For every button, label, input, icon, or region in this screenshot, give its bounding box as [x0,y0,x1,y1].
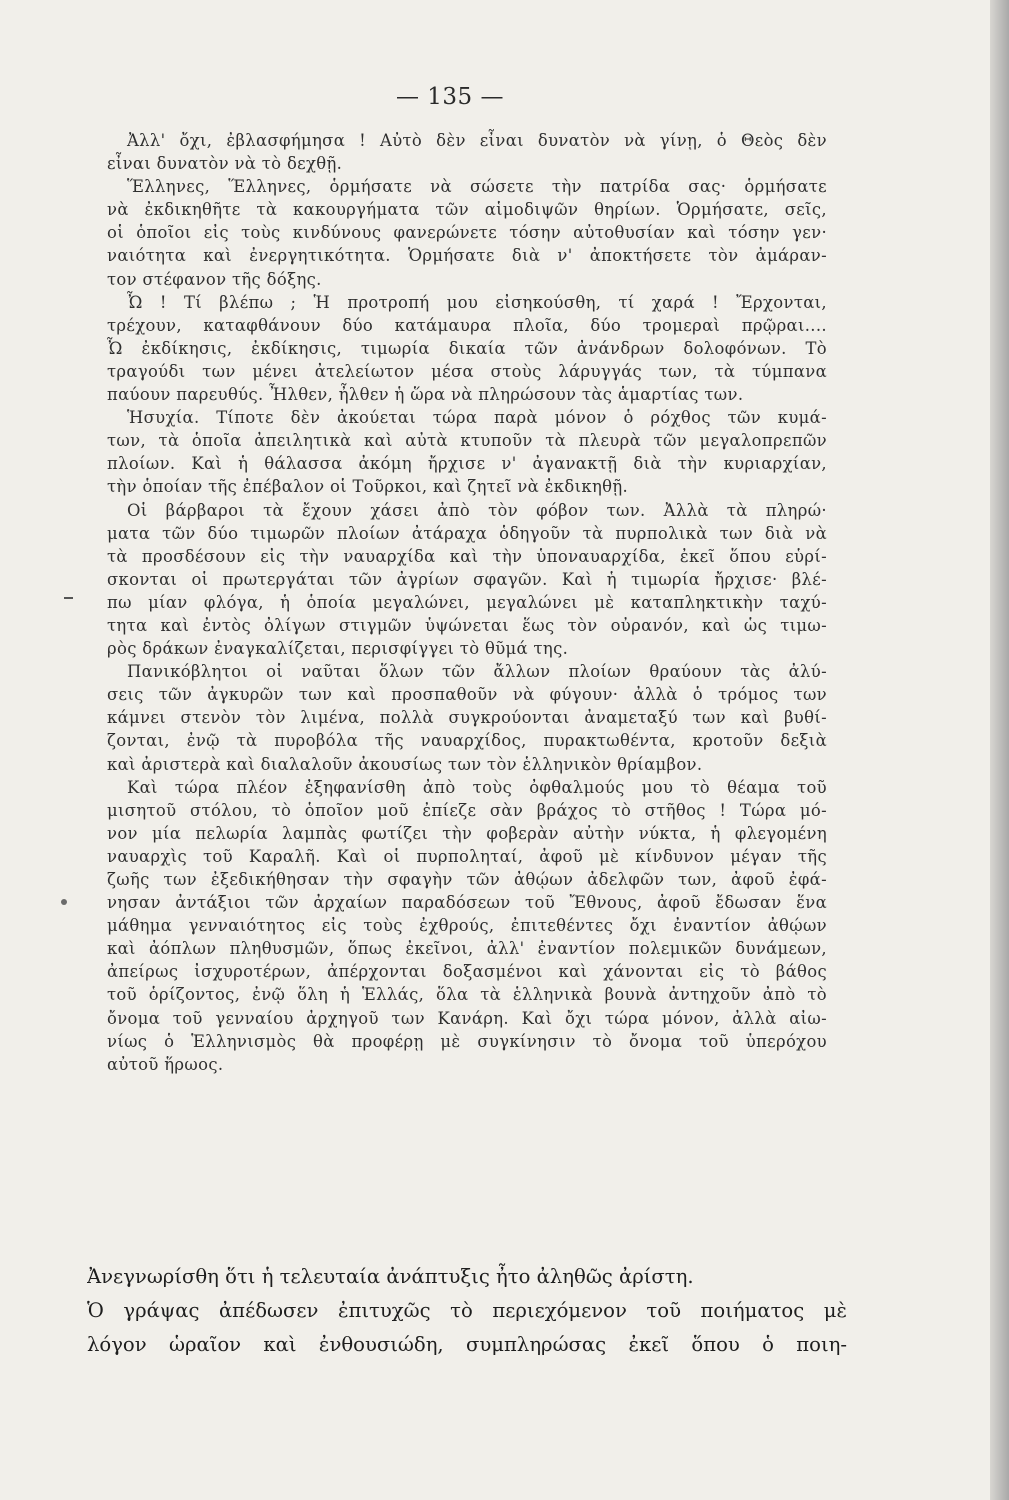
text-line: Οἱ βάρβαροι τὰ ἔχουν χάσει ἀπὸ τὸν φόβον των. Ἀλλὰ τὰ πληρώ· [127,500,827,520]
conclusion-line: Ἀνεγνωρίσθη ὅτι ἡ τελευταία ἀνάπτυξις ἦτο ἀληθῶς ἀρίστη. [87,1265,694,1288]
text-line: ὄνομα τοῦ γενναίου ἀρχηγοῦ των Κανάρη. Καὶ ὄχι τώρα μόνον, ἀλλὰ αἰω- [107,1008,827,1028]
text-line: Ἕλληνες, Ἕλληνες, ὁρμήσατε νὰ σώσετε τὴν πατρίδα σας· ὁρμήσατε [127,177,827,197]
text-line: νον μία πελωρία λαμπὰς φωτίζει τὴν φοβερὰν αὐτὴν νύκτα, ἡ φλεγομένη [107,823,827,843]
text-line: μισητοῦ στόλου, τὸ ὁποῖον μοῦ ἐπίεζε σὰν βράχος τὸ στῆθος ! Τώρα μό- [107,800,827,820]
text-line: πω μίαν φλόγα, ἡ ὁποία μεγαλώνει, μεγαλώνει μὲ καταπληκτικὴν ταχύ- [107,592,827,612]
text-line: οἱ ὁποῖοι εἰς τοὺς κινδύνους φανερώνετε τόσην αὐτοθυσίαν καὶ τόσην γεν· [107,223,827,243]
text-line: ζωῆς των ἐξεδικήθησαν τὴν σφαγὴν τῶν ἀθῴων ἀδελφῶν των, ἀφοῦ ἐφά- [107,870,827,889]
text-line: Ὦ ! Τί βλέπω ; Ἡ προτροπή μου εἰσηκούσθη, τί χαρά ! Ἔρχονται, [127,292,827,312]
text-line: τρέχουν, καταφθάνουν δύο κατάμαυρα πλοῖα, δύο τρομεραὶ πρῷραι.... [107,315,827,335]
text-line: ναυαρχὶς τοῦ Καραλῆ. Καὶ οἱ πυρποληταί, ἀφοῦ μὲ κίνδυνον μέγαν τῆς [107,846,827,866]
text-line: τητα καὶ ἐντὸς ὀλίγων στιγμῶν ὑψώνεται ἕως τὸν οὐρανόν, καὶ ὡς τιμω- [107,615,827,635]
page-number: — 135 — [395,84,505,110]
text-line: σκονται οἱ πρωτεργάται τῶν ἀγρίων σφαγῶν. Καὶ ἡ τιμωρία ἤρχισε· βλέ- [107,569,827,589]
text-line: αὐτοῦ ἥρωος. [107,1054,224,1074]
text-line: τὴν ὁποίαν τῆς ἐπέβαλον οἱ Τοῦρκοι, καὶ ζητεῖ νὰ ἐκδικηθῇ. [107,477,629,497]
text-line: καὶ ἀόπλων πληθυσμῶν, ὅπως ἐκεῖνοι, ἀλλ' ἐναντίον πολεμικῶν δυνάμεων, [107,939,827,959]
text-line: νίως ὁ Ἑλληνισμὸς θὰ προφέρῃ μὲ συγκίνησιν τὸ ὄνομα τοῦ ὑπερόχου [107,1031,827,1051]
text-line: μάθημα γενναιότητος εἰς τοὺς ἐχθρούς, ἐπιτεθέντες ὄχι ἐναντίον ἀθῴων [107,916,827,936]
text-line: τον στέφανον τῆς δόξης. [107,269,322,289]
text-line: Ὦ ἐκδίκησις, ἐκδίκησις, τιμωρία δικαία τῶν ἀνάνδρων δολοφόνων. Τὸ [107,338,827,358]
text-line: σεις τῶν ἀγκυρῶν των καὶ προσπαθοῦν νὰ φύγουν· ἀλλὰ ὁ τρόμος των [107,685,827,705]
margin-dot [61,899,67,905]
text-line: τὰ προσδέσουν εἰς τὴν ναυαρχίδα καὶ τὴν ὑποναυαρχίδα, ἐκεῖ ὅπου εὑρί- [107,546,827,566]
conclusion-line: Ὁ γράψας ἀπέδωσεν ἐπιτυχῶς τὸ περιεχόμενον τοῦ ποιήματος μὲ [87,1299,847,1322]
text-line: καὶ ἀριστερὰ καὶ διαλαλοῦν ἀκουσίως των τὸν ἑλληνικὸν θρίαμβον. [107,754,703,774]
margin-mark [64,597,73,599]
text-line: παύουν παρευθύς. Ἦλθεν, ἦλθεν ἡ ὥρα νὰ πληρώσουν τὰς ἁμαρτίας των. [107,385,744,405]
text-line: ματα τῶν δύο τιμωρῶν πλοίων ἀτάραχα ὁδηγοῦν τὰ πυρπολικὰ των διὰ νὰ [107,523,827,543]
text-line: τοῦ ὁρίζοντος, ἐνῷ ὅλη ἡ Ἑλλάς, ὅλα τὰ ἑλληνικὰ βουνὰ ἀντηχοῦν ἀπὸ τὸ [107,985,827,1005]
text-line: Καὶ τώρα πλέον ἐξηφανίσθη ἀπὸ τοὺς ὀφθαλμούς μου τὸ θέαμα τοῦ [127,777,827,797]
conclusion-block [87,1260,847,1362]
text-line: Ἡσυχία. Τίποτε δὲν ἀκούεται τώρα παρὰ μόνον ὁ ρόχθος τῶν κυμά- [127,408,827,428]
text-line: τραγούδι των μένει ἀτελείωτον μέσα στοὺς λάρυγγάς των, τὰ τύμπανα [107,361,827,381]
main-text-block [107,129,827,1076]
text-line: εἶναι δυνατὸν νὰ τὸ δεχθῇ. [107,154,343,174]
text-line: Ἀλλ' ὄχι, ἐβλασφήμησα ! Αὐτὸ δὲν εἶναι δυνατὸν νὰ γίνῃ, ὁ Θεὸς δὲν [127,131,827,150]
text-line: ζονται, ἐνῷ τὰ πυροβόλα τῆς ναυαρχίδος, πυρακτωθέντα, κροτοῦν δεξιὰ [107,731,827,751]
text-line: ναιότητα καὶ ἐνεργητικότητα. Ὁρμήσατε διὰ ν' ἀποκτήσετε τὸν ἀμάραν- [107,246,827,266]
text-line: νησαν ἀντάξιοι τῶν ἀρχαίων παραδόσεων τοῦ Ἔθνους, ἀφοῦ ἔδωσαν ἕνα [107,893,827,913]
text-line: ἀπείρως ἰσχυροτέρων, ἀπέρχονται δοξασμένοι καὶ χάνονται εἰς τὸ βάθος [107,962,827,982]
text-line: ρὸς δράκων ἐναγκαλίζεται, περισφίγγει τὸ θῦμά της. [107,639,569,659]
text-line: των, τὰ ὁποῖα ἀπειλητικὰ καὶ αὐτὰ κτυποῦν τὰ πλευρὰ τῶν μεγαλοπρεπῶν [107,431,827,451]
text-line: πλοίων. Καὶ ἡ θάλασσα ἀκόμη ἤρχισε ν' ἀγανακτῇ διὰ τὴν κυριαρχίαν, [107,454,827,474]
text-line: νὰ ἐκδικηθῆτε τὰ κακουργήματα τῶν αἱμοδιψῶν θηρίων. Ὁρμήσατε, σεῖς, [107,200,827,220]
text-line: Πανικόβλητοι οἱ ναῦται ὅλων τῶν ἄλλων πλοίων θραύουν τὰς ἀλύ- [127,662,827,682]
book-edge [990,0,1009,1500]
conclusion-line: λόγον ὡραῖον καὶ ἐνθουσιώδη, συμπληρώσας ἐκεῖ ὅπου ὁ ποιη- [87,1333,847,1356]
text-line: κάμνει στενὸν τὸν λιμένα, πολλὰ συγκρούονται ἀναμεταξύ των καὶ βυθί- [107,708,827,728]
